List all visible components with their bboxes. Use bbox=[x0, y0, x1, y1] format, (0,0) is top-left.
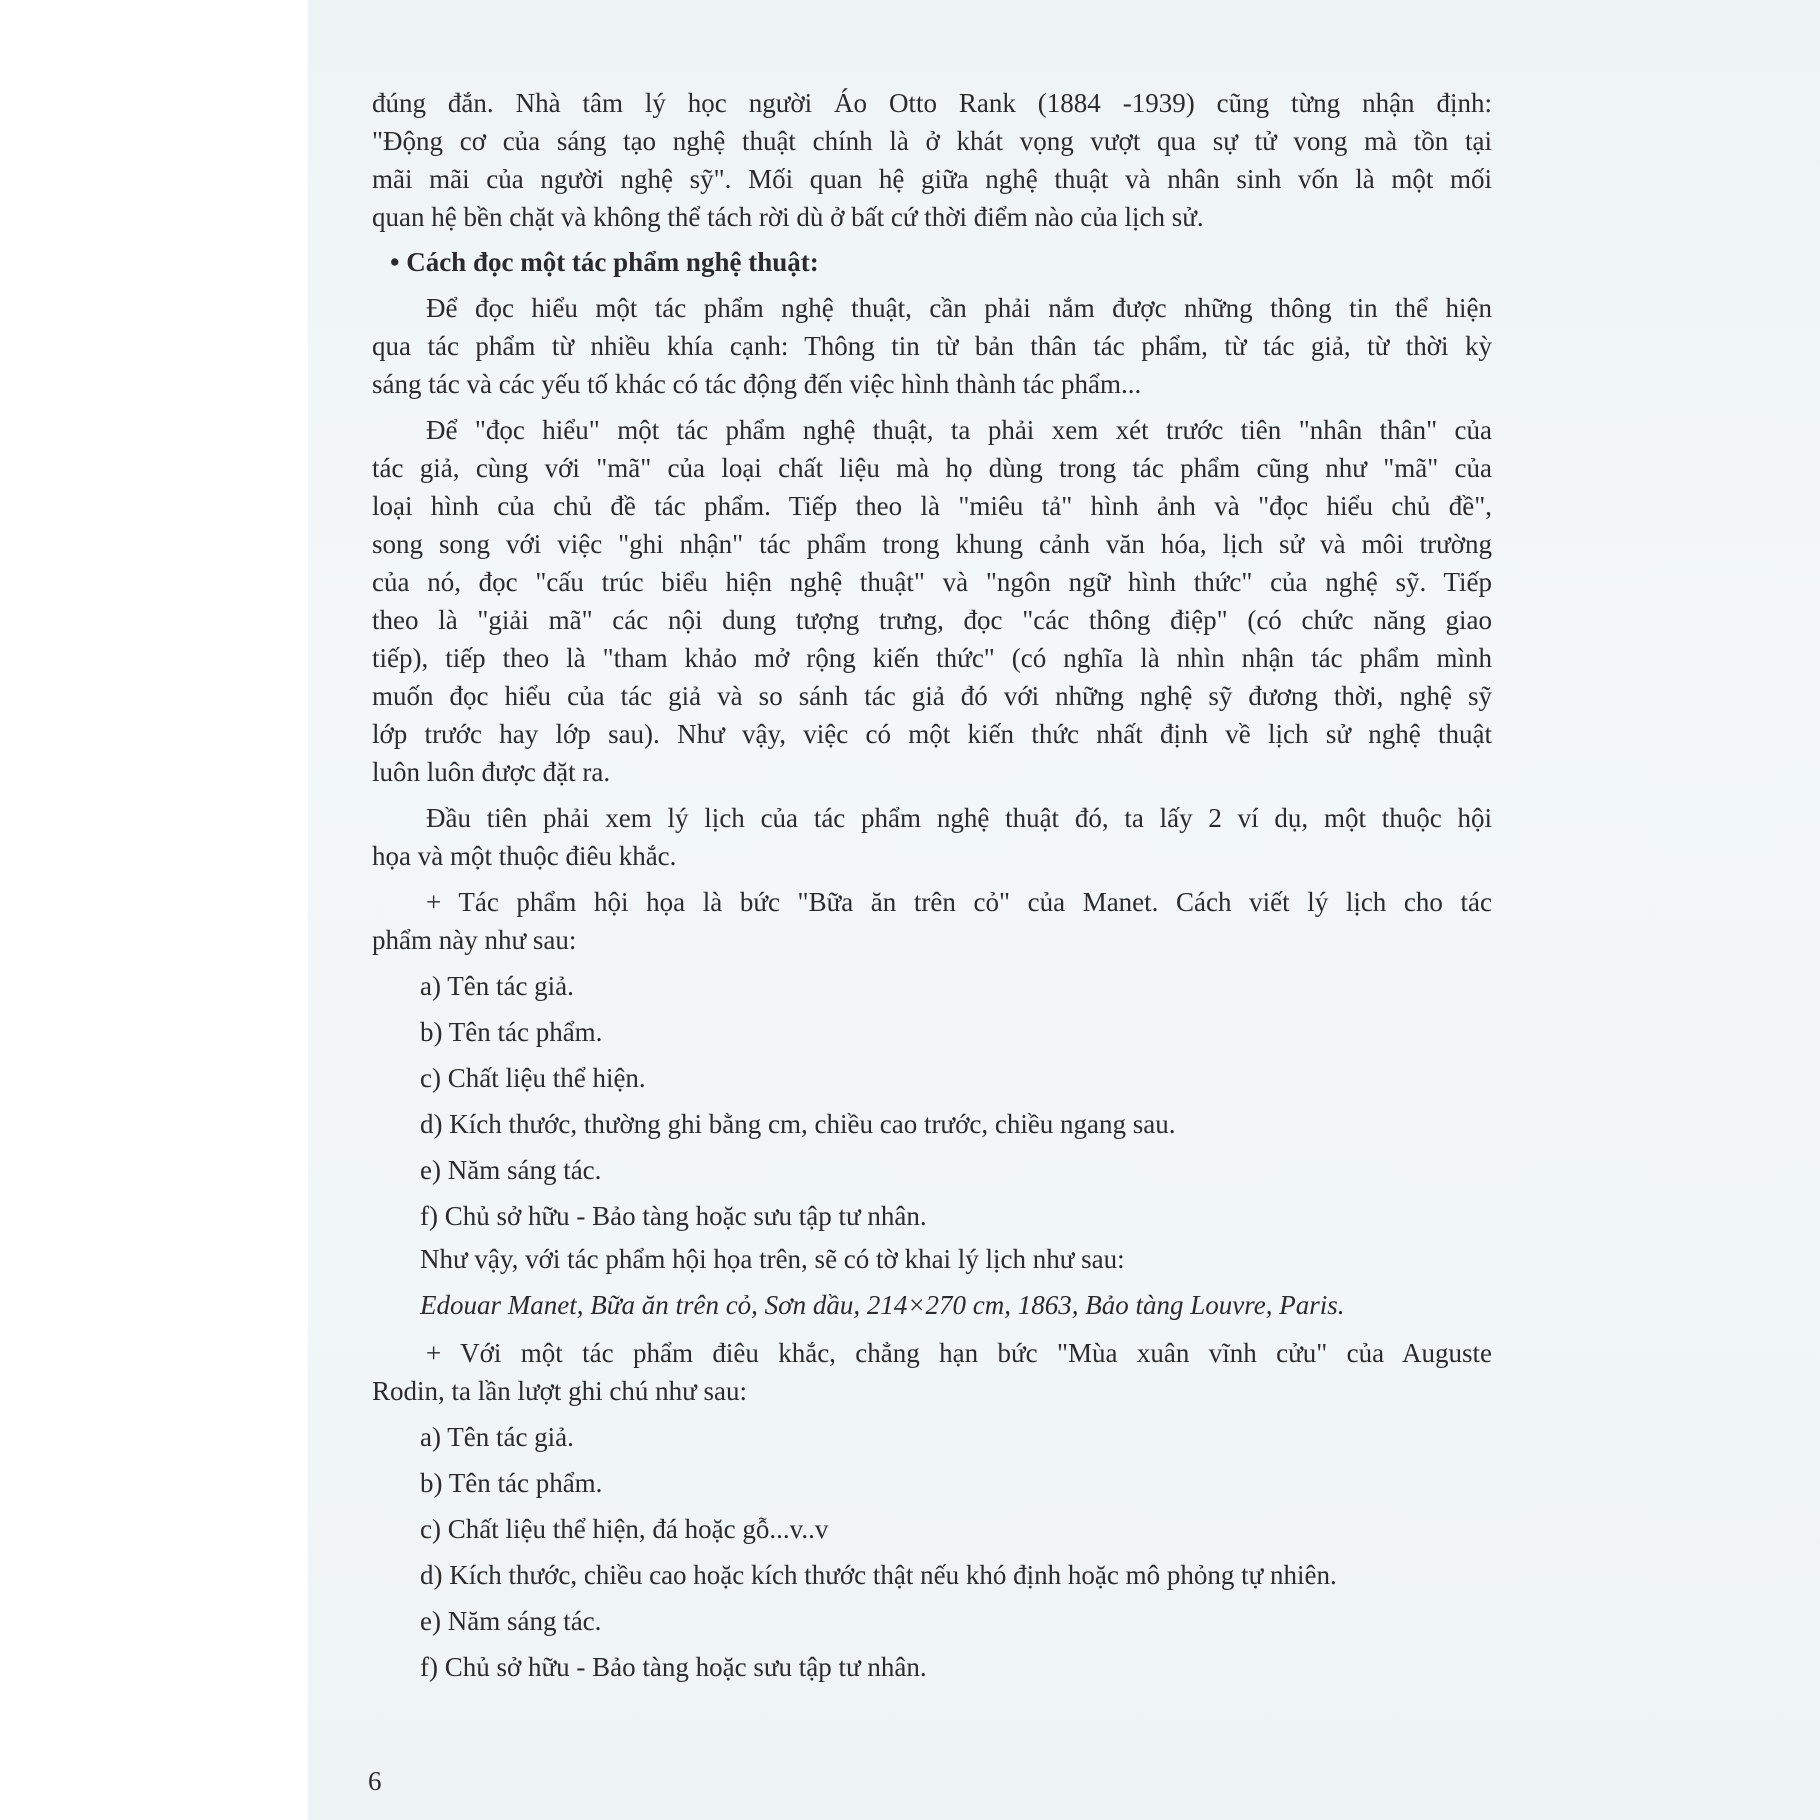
list-item: f) Chủ sở hữu - Bảo tàng hoặc sưu tập tư nhân. bbox=[420, 1652, 927, 1682]
text-line: Như vậy, với tác phẩm hội họa trên, sẽ có tờ khai lý lịch như sau: bbox=[420, 1244, 1125, 1274]
text-line: đúng đắn. Nhà tâm lý học người Áo Otto Rank (1884 -1939) cũng từng nhận định: bbox=[372, 88, 1492, 118]
text-line: mãi mãi của người nghệ sỹ". Mối quan hệ giữa nghệ thuật và nhân sinh vốn là một mối bbox=[372, 164, 1492, 194]
text-line: quan hệ bền chặt và không thể tách rời dù ở bất cứ thời điểm nào của lịch sử. bbox=[372, 202, 1204, 232]
text-line: song song với việc "ghi nhận" tác phẩm trong khung cảnh văn hóa, lịch sử và môi trường bbox=[372, 529, 1492, 559]
text-line: của nó, đọc "cấu trúc biểu hiện nghệ thuật" và "ngôn ngữ hình thức" của nghệ sỹ. Tiếp bbox=[372, 567, 1492, 597]
text-line: loại hình của chủ đề tác phẩm. Tiếp theo là "miêu tả" hình ảnh và "đọc hiểu chủ đề", bbox=[372, 491, 1492, 521]
text-line: luôn luôn được đặt ra. bbox=[372, 757, 611, 787]
text-line: + Với một tác phẩm điêu khắc, chẳng hạn bức "Mùa xuân vĩnh cửu" của Auguste bbox=[426, 1338, 1492, 1368]
list-item: e) Năm sáng tác. bbox=[420, 1155, 602, 1185]
text-line: Để "đọc hiểu" một tác phẩm nghệ thuật, ta phải xem xét trước tiên "nhân thân" của bbox=[426, 415, 1492, 445]
text-line: Rodin, ta lần lượt ghi chú như sau: bbox=[372, 1376, 748, 1406]
text-line: Để đọc hiểu một tác phẩm nghệ thuật, cần phải nắm được những thông tin thể hiện bbox=[426, 293, 1492, 323]
list-item: a) Tên tác giả. bbox=[420, 971, 574, 1001]
citation-line: Edouar Manet, Bữa ăn trên cỏ, Sơn dầu, 214×270 cm, 1863, Bảo tàng Louvre, Paris. bbox=[420, 1290, 1345, 1320]
list-item: e) Năm sáng tác. bbox=[420, 1606, 602, 1636]
body-text bbox=[372, 84, 1492, 1686]
list-item: a) Tên tác giả. bbox=[420, 1422, 574, 1452]
text-line: muốn đọc hiểu của tác giả và so sánh tác giả đó với những nghệ sỹ đương thời, nghệ sỹ bbox=[372, 681, 1492, 711]
text-line: họa và một thuộc điêu khắc. bbox=[372, 841, 677, 871]
list-item: b) Tên tác phẩm. bbox=[420, 1017, 603, 1047]
section-heading: • Cách đọc một tác phẩm nghệ thuật: bbox=[390, 247, 819, 277]
text-line: tác giả, cùng với "mã" của loại chất liệu mà họ dùng trong tác phẩm cũng như "mã" của bbox=[372, 453, 1492, 483]
text-line: + Tác phẩm hội họa là bức "Bữa ăn trên cỏ" của Manet. Cách viết lý lịch cho tác bbox=[426, 887, 1492, 917]
text-line: "Động cơ của sáng tạo nghệ thuật chính là ở khát vọng vượt qua sự tử vong mà tồn tại bbox=[372, 126, 1492, 156]
text-line: theo là "giải mã" các nội dung tượng trưng, đọc "các thông điệp" (có chức năng giao bbox=[372, 605, 1492, 635]
list-item: b) Tên tác phẩm. bbox=[420, 1468, 603, 1498]
list-item: d) Kích thước, chiều cao hoặc kích thước thật nếu khó định hoặc mô phỏng tự nhiên. bbox=[420, 1560, 1337, 1590]
text-line: lớp trước hay lớp sau). Như vậy, việc có một kiến thức nhất định về lịch sử nghệ thuật bbox=[372, 719, 1492, 749]
text-line: tiếp), tiếp theo là "tham khảo mở rộng kiến thức" (có nghĩa là nhìn nhận tác phẩm mình bbox=[372, 643, 1492, 673]
text-line: sáng tác và các yếu tố khác có tác động đến việc hình thành tác phẩm... bbox=[372, 369, 1142, 399]
page-number: 6 bbox=[368, 1766, 382, 1796]
text-line: phẩm này như sau: bbox=[372, 925, 577, 955]
text-line: Đầu tiên phải xem lý lịch của tác phẩm nghệ thuật đó, ta lấy 2 ví dụ, một thuộc hội bbox=[426, 803, 1492, 833]
list-item: c) Chất liệu thể hiện, đá hoặc gỗ...v..v bbox=[420, 1514, 829, 1544]
text-line: qua tác phẩm từ nhiều khía cạnh: Thông tin từ bản thân tác phẩm, từ tác giả, từ thời kỳ bbox=[372, 331, 1492, 361]
list-item: c) Chất liệu thể hiện. bbox=[420, 1063, 646, 1093]
list-item: f) Chủ sở hữu - Bảo tàng hoặc sưu tập tư nhân. bbox=[420, 1201, 927, 1231]
list-item: d) Kích thước, thường ghi bằng cm, chiều cao trước, chiều ngang sau. bbox=[420, 1109, 1176, 1139]
